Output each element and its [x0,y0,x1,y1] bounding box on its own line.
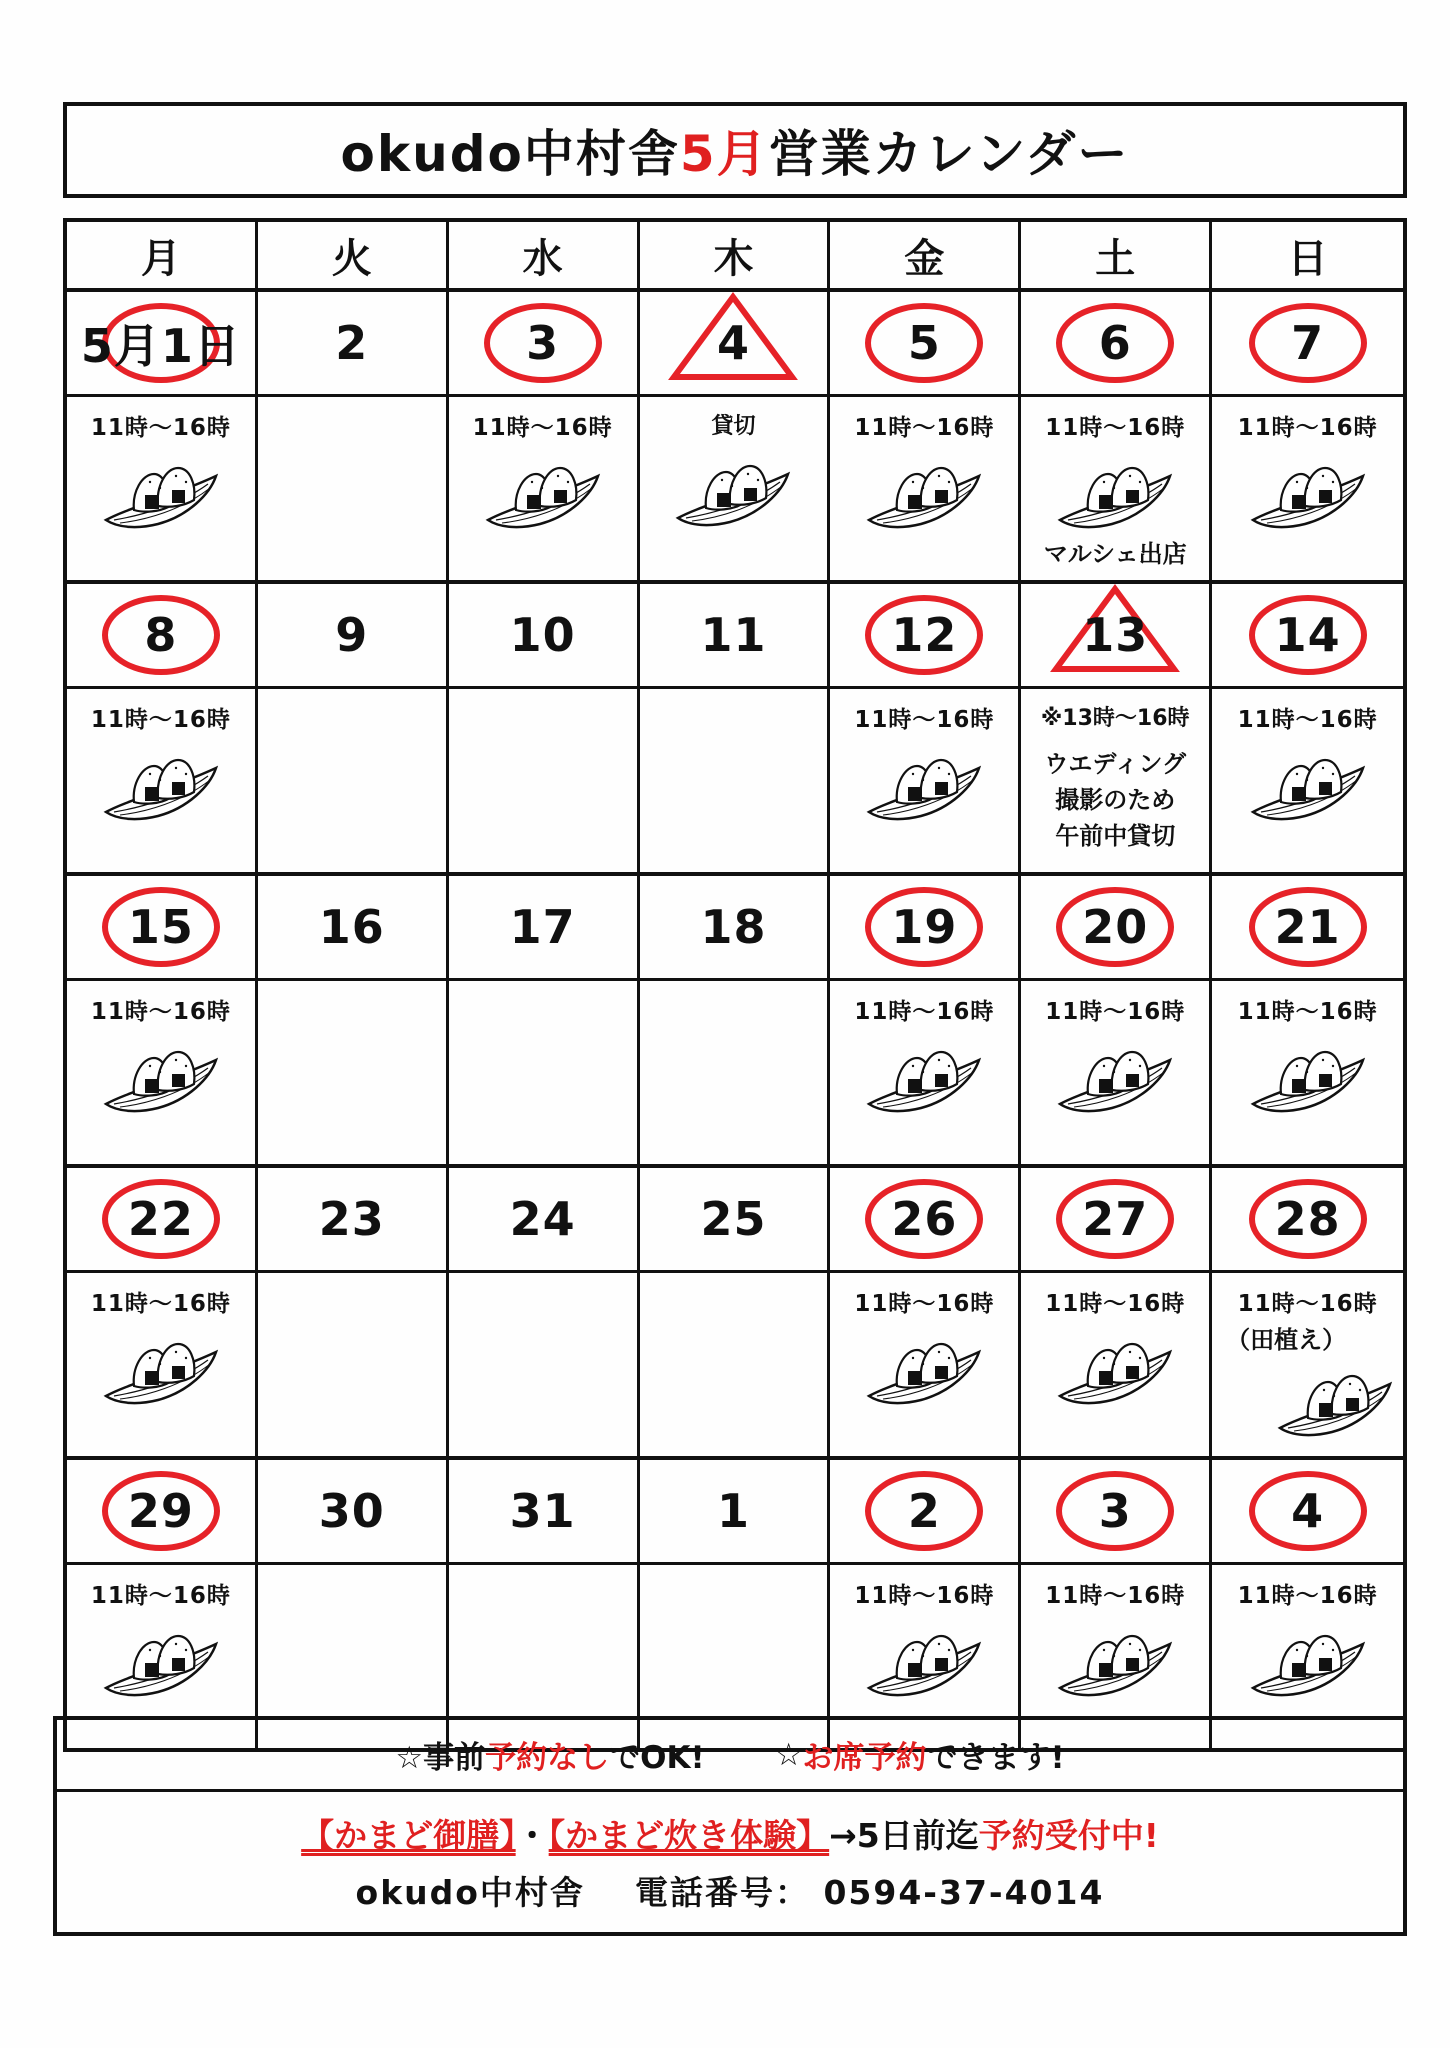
day-number-row [830,292,1018,397]
calendar-title [63,102,1407,198]
opening-hours: 11時～16時 [90,1291,231,1317]
day-number-row [67,292,255,397]
day-number: 26 [891,1192,958,1246]
day-cell [830,876,1021,1164]
weekday-label: 土 [1021,222,1212,288]
day-number-row [258,876,446,981]
opening-hours: 11時～16時 [1045,999,1186,1025]
day-note: ※13時～16時 [1040,706,1190,731]
day-cell [1212,292,1403,580]
day-cell [449,292,640,580]
day-cell [1021,1460,1212,1748]
day-number: 16 [318,900,385,954]
day-cell [1021,292,1212,580]
day-number-row [258,1168,446,1273]
day-number-row [1021,292,1209,397]
day-body [258,981,446,1164]
title-suffix: 営業カレンダー [768,125,1130,183]
weekday-label: 月 [67,222,258,288]
opening-hours: 11時～16時 [1237,999,1378,1025]
day-cell [1212,1460,1403,1748]
day-number-row [449,1168,637,1273]
onigiri-plate-icon [670,448,796,534]
note-b1: ☆ [774,1736,803,1773]
day-cell [640,876,831,1164]
weekday-header [67,222,1403,292]
calendar-week [67,1460,1403,1748]
day-number-row [449,292,637,397]
day-cell [449,1460,640,1748]
opening-hours: 11時～16時 [1237,1583,1378,1609]
calendar-week [67,584,1403,876]
booking-line [57,1810,1403,1857]
day-body [258,689,446,872]
day-number-row [1212,584,1403,689]
day-number-row [67,876,255,981]
day-number: 2 [335,316,369,370]
day-cell [67,876,258,1164]
day-number-row [258,1460,446,1565]
opening-hours: 11時～16時 [854,1291,995,1317]
day-number-row [830,584,1018,689]
day-number-row [258,584,446,689]
day-body [1021,397,1209,580]
day-body [640,689,828,872]
title-month: 5月 [679,125,769,183]
weekday-label: 木 [640,222,831,288]
day-number: 30 [318,1484,385,1538]
day-number-row [830,1460,1018,1565]
day-cell [1021,876,1212,1164]
onigiri-plate-icon [480,450,606,536]
opening-hours: 11時～16時 [1045,1291,1186,1317]
day-body [1212,689,1403,872]
opening-hours: 11時～16時 [1237,1291,1378,1317]
day-cell [67,1168,258,1456]
onigiri-plate-icon [1052,1326,1178,1412]
event-note: （田植え） [1226,1326,1347,1354]
day-body [258,1273,446,1456]
note-a2: 予約なし [485,1740,610,1776]
day-number-row [1021,1460,1209,1565]
day-number: 9 [335,608,369,662]
day-body [258,397,446,580]
onigiri-plate-icon [1052,450,1178,536]
onigiri-plate-icon [861,1034,987,1120]
weekday-label: 金 [830,222,1021,288]
day-body [449,689,637,872]
day-cell [258,292,449,580]
reservation-note [53,1716,1407,1792]
onigiri-plate-icon [1245,742,1371,828]
day-number-row [1021,1168,1209,1273]
note-b2: お席予約 [802,1740,927,1776]
opening-hours: 11時～16時 [1237,707,1378,733]
day-number-row [449,1460,637,1565]
day-number: 4 [716,316,750,370]
day-body [1212,981,1403,1164]
day-number-row [1212,1460,1403,1565]
day-number: 10 [509,608,576,662]
day-number: 27 [1082,1192,1149,1246]
weekday-label: 日 [1287,235,1328,282]
day-body [830,981,1018,1164]
onigiri-plate-icon [98,1326,224,1412]
day-number: 5 [907,316,941,370]
onigiri-plate-icon [861,1326,987,1412]
day-number-row [830,876,1018,981]
weekday-label: 水 [449,222,640,288]
onigiri-plate-icon [98,742,224,828]
onigiri-plate-icon [1052,1034,1178,1120]
day-body [1021,1273,1209,1456]
day-body [1212,1273,1403,1456]
onigiri-plate-icon [1052,1618,1178,1704]
day-cell [830,1460,1021,1748]
calendar-week [67,876,1403,1168]
day-body [449,1273,637,1456]
accepting: 予約受付中! [978,1816,1159,1855]
separator: ・ [515,1816,549,1855]
opening-hours: 11時～16時 [854,1583,995,1609]
weekday-label: 火 [258,222,449,288]
day-body [449,981,637,1164]
day-number: 2 [907,1484,941,1538]
event-note-line: 撮影のため [1055,786,1176,814]
day-number: 13 [1082,608,1149,662]
day-cell [258,584,449,872]
day-number-row [1021,876,1209,981]
onigiri-plate-icon [1245,450,1371,536]
day-body [830,689,1018,872]
phone-number: 0594-37-4014 [823,1873,1105,1912]
day-cell [449,584,640,872]
day-number: 8 [144,608,178,662]
opening-hours: 11時～16時 [90,415,231,441]
day-body [830,1273,1018,1456]
onigiri-plate-icon [98,1618,224,1704]
day-cell [67,1460,258,1748]
day-number: 7 [1291,316,1325,370]
kamado-experience: 【かまど炊き体験】 [548,1816,830,1855]
opening-hours: 11時～16時 [854,707,995,733]
day-number-row [67,1460,255,1565]
day-number: 5月1日 [80,319,241,373]
day-body [449,397,637,580]
day-cell [830,1168,1021,1456]
calendar-week [67,292,1403,584]
contact-box [53,1792,1407,1936]
day-cell [258,876,449,1164]
day-number-row [258,292,446,397]
opening-hours: 11時～16時 [90,1583,231,1609]
day-number-row [1021,584,1209,689]
day-cell [1212,876,1403,1164]
day-cell [67,292,258,580]
day-number-row [640,292,828,397]
onigiri-plate-icon [1245,1034,1371,1120]
day-number: 14 [1274,608,1341,662]
day-number: 19 [891,900,958,954]
day-body [67,397,255,580]
day-number: 21 [1274,900,1341,954]
onigiri-plate-icon [1245,1618,1371,1704]
onigiri-plate-icon [1272,1358,1398,1444]
opening-hours: 11時～16時 [854,999,995,1025]
day-number-row [640,1460,828,1565]
opening-hours: 11時～16時 [472,415,613,441]
day-number: 29 [127,1484,194,1538]
day-number: 23 [318,1192,385,1246]
onigiri-plate-icon [98,1034,224,1120]
note-a1: ☆事前 [395,1740,486,1776]
day-cell [640,292,831,580]
opening-hours: 11時～16時 [90,707,231,733]
day-number-row [640,584,828,689]
day-number: 25 [700,1192,767,1246]
day-cell [1021,1168,1212,1456]
day-number: 18 [700,900,767,954]
day-number: 1 [716,1484,750,1538]
day-cell [1212,584,1403,872]
day-number: 31 [509,1484,576,1538]
opening-hours: 11時～16時 [90,999,231,1025]
day-cell [830,584,1021,872]
day-cell [830,292,1021,580]
day-number: 12 [891,608,958,662]
note-b3: できます! [926,1740,1065,1776]
day-number-row [449,584,637,689]
event-note-line: ウエディング [1044,750,1187,778]
day-number: 15 [127,900,194,954]
deadline: →5日前迄 [829,1816,979,1855]
day-cell [1212,1168,1403,1456]
day-body [1021,689,1209,872]
day-number: 4 [1291,1484,1325,1538]
event-note-line: 午前中貸切 [1055,822,1176,850]
day-cell [640,1168,831,1456]
day-number: 3 [526,316,560,370]
opening-hours: 11時～16時 [1045,1583,1186,1609]
kamado-gozen: 【かまど御膳】 [301,1816,516,1855]
day-cell [258,1460,449,1748]
phone-label: 電話番号： [634,1873,810,1912]
day-body [640,1273,828,1456]
opening-hours: 11時～16時 [1237,415,1378,441]
day-number: 17 [509,900,576,954]
day-note: 貸切 [711,414,756,439]
day-number: 28 [1274,1192,1341,1246]
day-cell [449,876,640,1164]
calendar-week [67,1168,1403,1460]
day-number-row [67,584,255,689]
shop-name: okudo中村舎 [355,1873,585,1912]
day-number-row [1212,1168,1403,1273]
day-body [67,981,255,1164]
onigiri-plate-icon [861,1618,987,1704]
day-cell [1021,584,1212,872]
title-prefix: okudo中村舎 [340,125,680,183]
day-body [67,1273,255,1456]
day-number-row [830,1168,1018,1273]
calendar-grid [63,218,1407,1752]
event-note: マルシェ出店 [1043,540,1187,568]
onigiri-plate-icon [861,742,987,828]
day-body [640,397,828,580]
day-body [640,981,828,1164]
day-number: 20 [1082,900,1149,954]
day-cell [67,584,258,872]
day-cell [258,1168,449,1456]
day-number-row [1212,292,1403,397]
day-number-row [67,1168,255,1273]
note-a3: でOK! [609,1740,705,1776]
day-body [830,397,1018,580]
onigiri-plate-icon [98,450,224,536]
day-cell [640,1460,831,1748]
day-cell [449,1168,640,1456]
day-number: 6 [1098,316,1132,370]
day-body [1212,397,1403,580]
phone-line [57,1867,1403,1914]
day-number: 11 [700,608,767,662]
day-number-row [640,1168,828,1273]
day-body [1021,981,1209,1164]
day-number: 3 [1098,1484,1132,1538]
day-number: 24 [509,1192,576,1246]
day-number-row [449,876,637,981]
day-number: 22 [127,1192,194,1246]
opening-hours: 11時～16時 [854,415,995,441]
day-number-row [1212,876,1403,981]
opening-hours: 11時～16時 [1045,415,1186,441]
day-cell [640,584,831,872]
onigiri-plate-icon [861,450,987,536]
day-body [67,689,255,872]
day-number-row [640,876,828,981]
